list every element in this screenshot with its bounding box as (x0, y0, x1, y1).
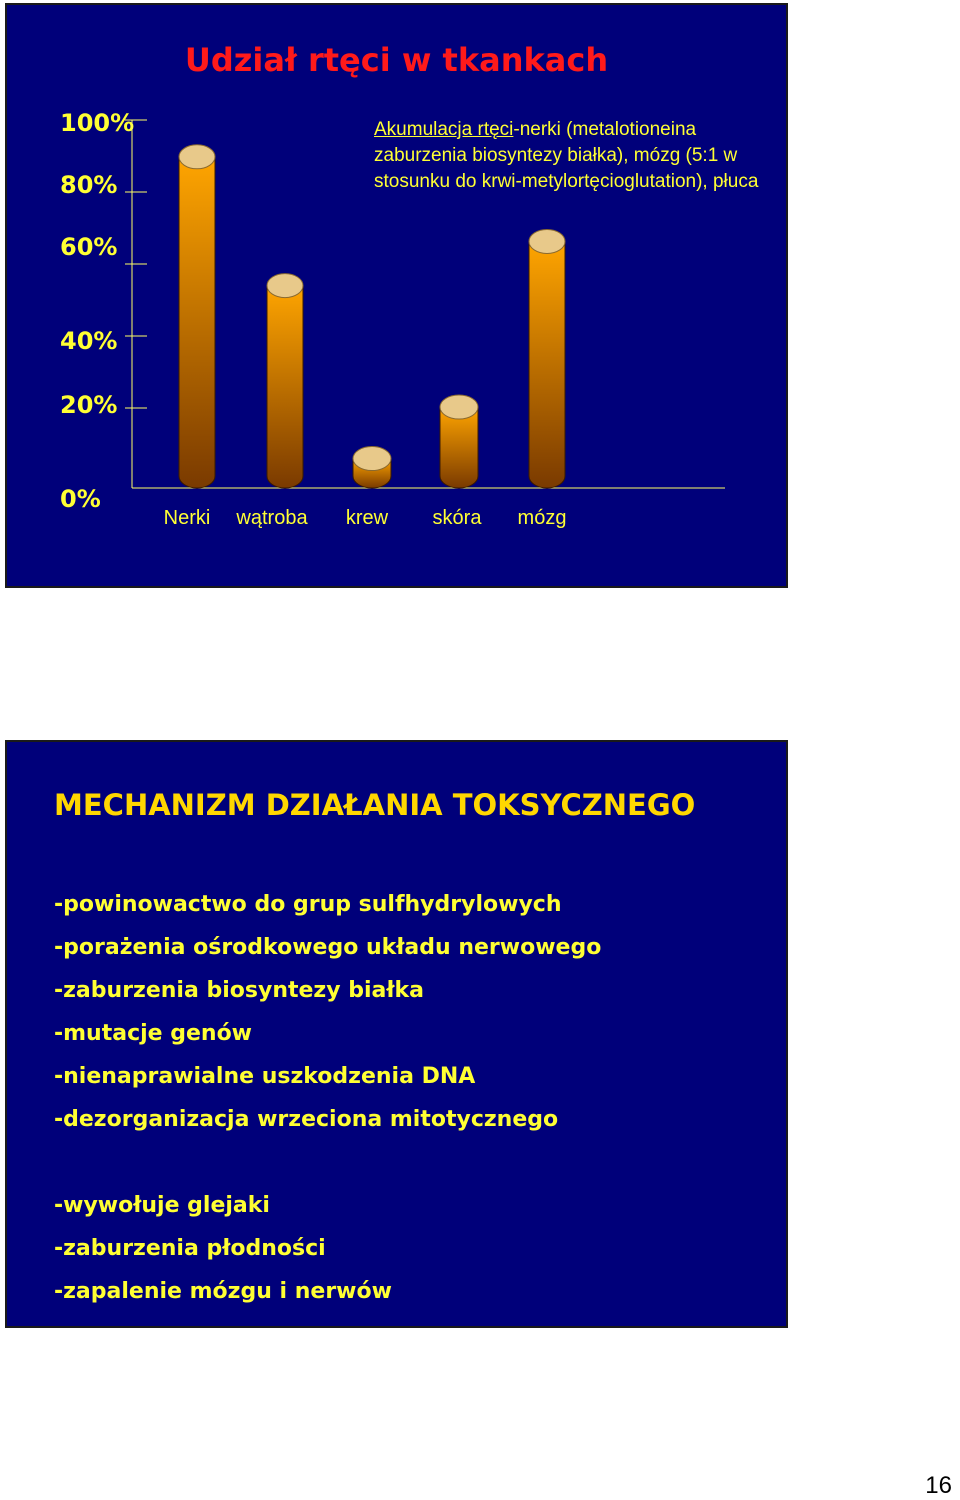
list-item: -mutacje genów (54, 1021, 253, 1046)
y-tick-label: 60% (60, 233, 118, 261)
slide-title: MECHANIZM DZIAŁANIA TOKSYCZNEGO (54, 788, 696, 822)
bar-body (267, 286, 303, 488)
bar (440, 395, 478, 488)
bar (529, 229, 565, 488)
list-item: -powinowactwo do grup sulfhydrylowych (54, 892, 562, 917)
x-tick-label: krew (345, 507, 389, 529)
x-tick-label: wątroba (236, 507, 308, 529)
bar-body (179, 157, 215, 488)
bar (179, 145, 215, 488)
y-tick-label: 40% (60, 327, 118, 355)
y-tick-label: 80% (60, 171, 118, 199)
list-item: -zaburzenia biosyntezy białka (54, 978, 424, 1003)
y-tick-label: 20% (60, 391, 118, 419)
bar-chart (7, 5, 790, 590)
slide-toxic-mechanism (5, 740, 788, 1328)
bar (267, 274, 303, 488)
y-tick-label: 100% (60, 109, 135, 137)
bar-cap (267, 274, 303, 298)
list-item: -porażenia ośrodkowego układu nerwowego (54, 935, 602, 960)
slide-mercury-distribution (5, 3, 788, 588)
x-tick-label: Nerki (163, 507, 211, 529)
y-tick-label: 0% (60, 485, 101, 513)
list-item: -zaburzenia płodności (54, 1236, 326, 1261)
annotation-underlined: Akumulacja rtęci (374, 119, 514, 140)
annotation-text: -nerki (metalotioneina zaburzenia biosyntezy białka), mózg (5:1 w stosunku do krwi-metylortęcioglutation), płuca (374, 119, 759, 192)
bar-cap (529, 229, 565, 253)
bar-cap (440, 395, 478, 419)
slide-title: Udział rtęci w tkankach (184, 41, 609, 79)
x-tick-label: mózg (517, 507, 567, 529)
page-number: 16 (925, 1472, 952, 1499)
list-item: -wywołuje glejaki (54, 1193, 270, 1218)
list-item: -zapalenie mózgu i nerwów (54, 1279, 392, 1304)
x-tick-label: skóra (432, 507, 482, 529)
list-item: -nienaprawialne uszkodzenia DNA (54, 1064, 476, 1089)
bar-cap (179, 145, 215, 169)
list-item: -dezorganizacja wrzeciona mitotycznego (54, 1107, 559, 1132)
bar-body (529, 241, 565, 488)
bar-cap (353, 447, 391, 471)
bar (353, 447, 391, 488)
